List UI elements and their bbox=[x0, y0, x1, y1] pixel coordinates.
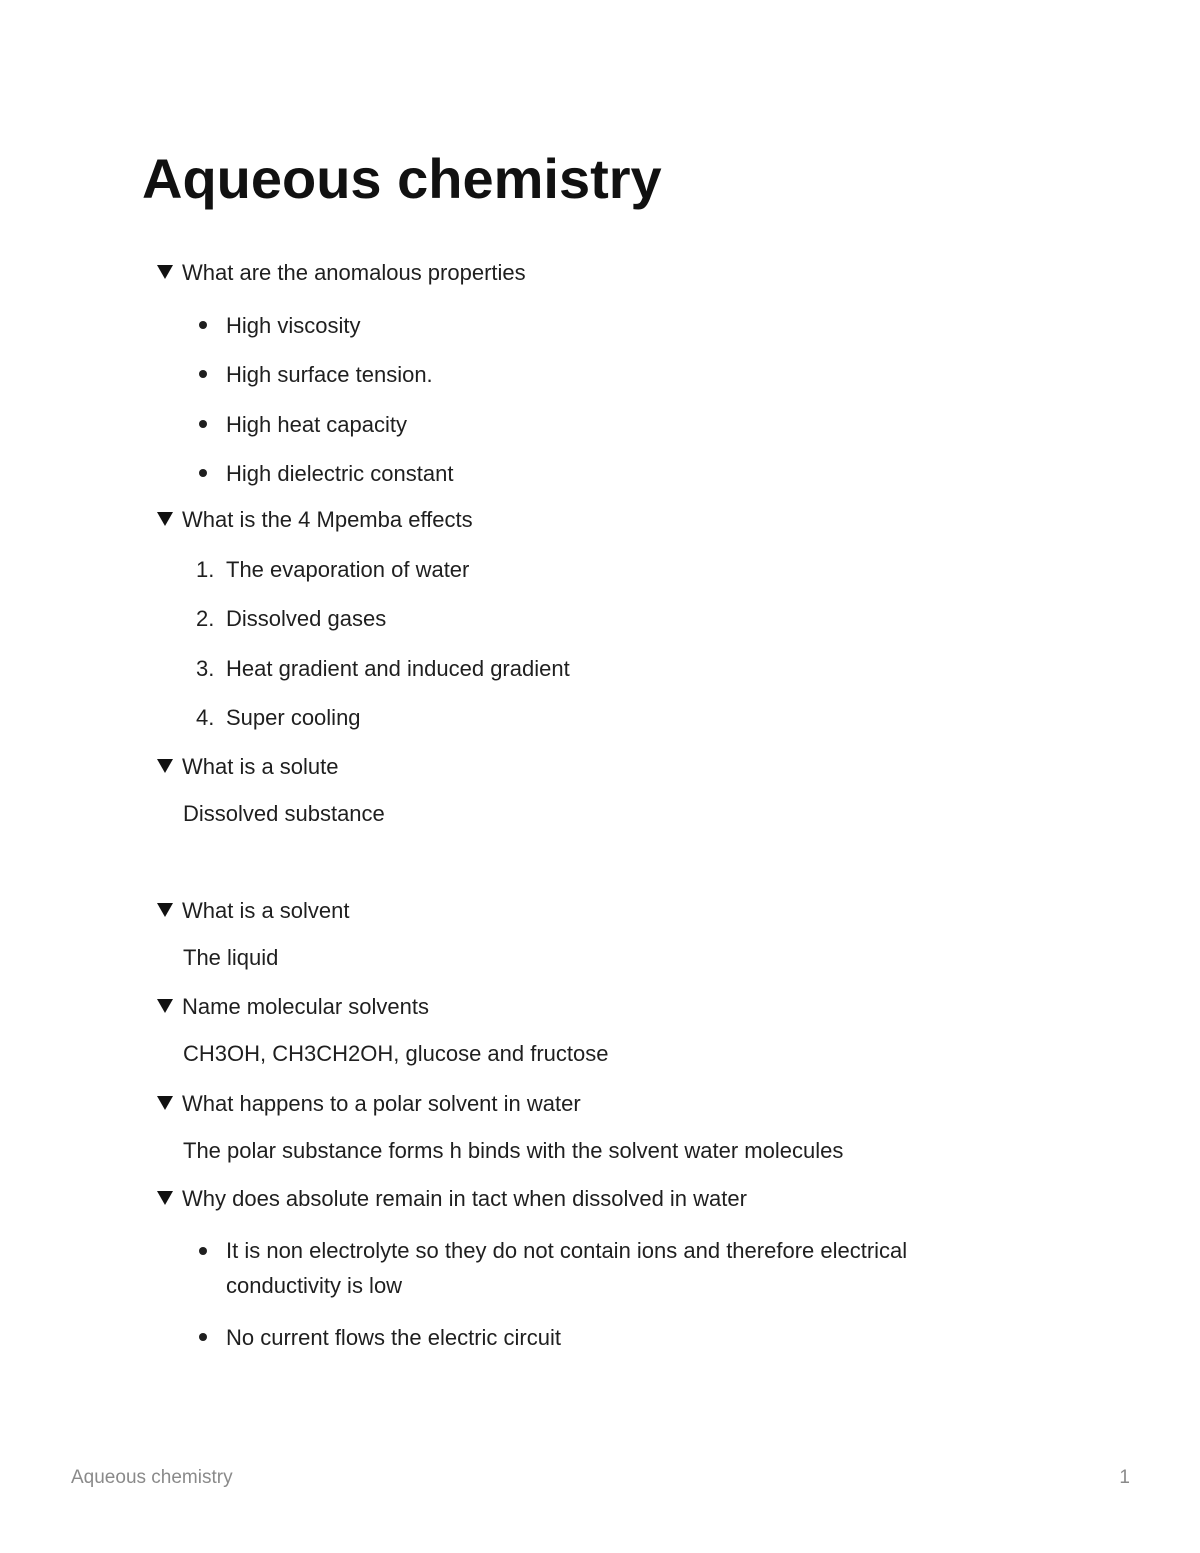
bullet-icon bbox=[199, 321, 207, 329]
list-item: High dielectric constant bbox=[226, 461, 454, 486]
toggle-solvent[interactable] bbox=[157, 897, 350, 925]
list-item-line: conductivity is low bbox=[226, 1273, 403, 1298]
toggle-mpemba-effects[interactable] bbox=[157, 506, 473, 534]
numbered-item: The evaporation of water bbox=[226, 557, 470, 582]
toggle-answer: The liquid bbox=[183, 945, 279, 970]
toggle-question: What are the anomalous properties bbox=[182, 260, 526, 285]
toggle-triangle-icon[interactable] bbox=[157, 903, 173, 917]
toggle-question: Name molecular solvents bbox=[182, 994, 429, 1019]
bullet-icon bbox=[199, 1333, 207, 1341]
list-number: 3. bbox=[196, 656, 215, 681]
list-number: 1. bbox=[196, 557, 215, 582]
toggle-question: What happens to a polar solvent in water bbox=[182, 1091, 581, 1116]
bullet-icon bbox=[199, 370, 207, 378]
toggle-triangle-icon[interactable] bbox=[157, 999, 173, 1013]
toggle-triangle-icon[interactable] bbox=[157, 265, 173, 279]
footer-title: Aqueous chemistry bbox=[71, 1467, 233, 1488]
toggle-polar-solvent[interactable] bbox=[157, 1090, 581, 1118]
bullet-icon bbox=[199, 1247, 207, 1255]
toggle-question: What is the 4 Mpemba effects bbox=[182, 507, 473, 532]
toggle-absolute-intact[interactable] bbox=[157, 1185, 747, 1213]
toggle-answer: Dissolved substance bbox=[183, 801, 385, 826]
toggle-anomalous-properties[interactable] bbox=[157, 259, 526, 287]
list-item: No current flows the electric circuit bbox=[226, 1325, 561, 1350]
numbered-item: Heat gradient and induced gradient bbox=[226, 656, 570, 681]
toggle-question: What is a solute bbox=[182, 754, 339, 779]
toggle-triangle-icon[interactable] bbox=[157, 512, 173, 526]
page-title: Aqueous chemistry bbox=[142, 147, 662, 210]
list-number: 4. bbox=[196, 705, 215, 730]
bullet-icon bbox=[199, 420, 207, 428]
list-number: 2. bbox=[196, 606, 215, 631]
toggle-molecular-solvents[interactable] bbox=[157, 993, 429, 1021]
toggle-triangle-icon[interactable] bbox=[157, 1191, 173, 1205]
list-item-line: It is non electrolyte so they do not contain ions and therefore electrical bbox=[226, 1238, 908, 1263]
toggle-triangle-icon[interactable] bbox=[157, 759, 173, 773]
numbered-item: Dissolved gases bbox=[226, 606, 387, 631]
list-item bbox=[226, 1233, 907, 1303]
page-number: 1 bbox=[1119, 1467, 1130, 1488]
toggle-triangle-icon[interactable] bbox=[157, 1096, 173, 1110]
toggle-solute[interactable] bbox=[157, 753, 339, 781]
list-item: High heat capacity bbox=[226, 412, 407, 437]
bullet-icon bbox=[199, 469, 207, 477]
list-item: High surface tension. bbox=[226, 362, 433, 387]
toggle-question: What is a solvent bbox=[182, 898, 350, 923]
toggle-question: Why does absolute remain in tact when dissolved in water bbox=[182, 1186, 747, 1211]
list-item: High viscosity bbox=[226, 313, 361, 338]
toggle-answer: CH3OH, CH3CH2OH, glucose and fructose bbox=[183, 1041, 609, 1066]
toggle-answer: The polar substance forms h binds with the solvent water molecules bbox=[183, 1138, 844, 1163]
numbered-item: Super cooling bbox=[226, 705, 361, 730]
